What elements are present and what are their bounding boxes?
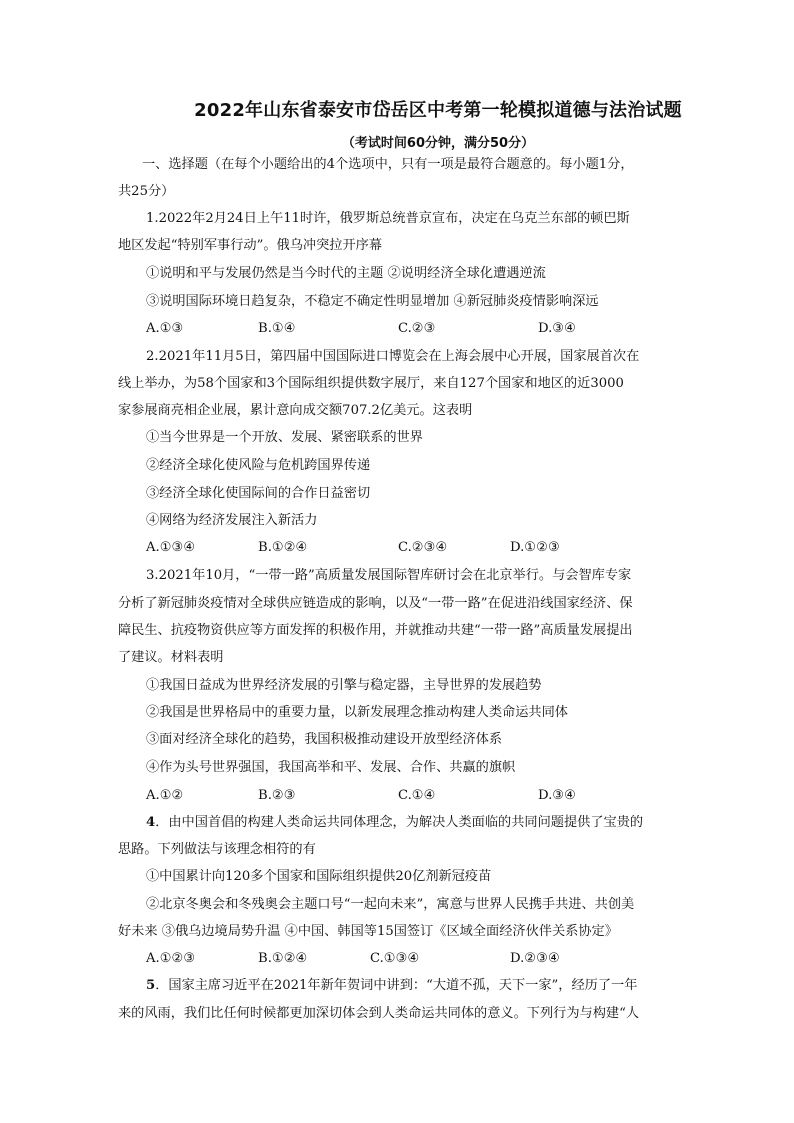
q4-option-b[interactable]: B.①②④ <box>258 951 308 966</box>
q5-number: 5 <box>146 978 156 993</box>
q1-option-c[interactable]: C.②③ <box>398 321 436 336</box>
q4-statement-3: 好未来 ③俄乌边境局势升温 ④中国、韩国等15国签订《区域全面经济伙伴关系协定》 <box>118 924 618 939</box>
q1-stem-line-1: 1.2022年2月24日上午11时许，俄罗斯总统普京宣布，决定在乌克兰东部的顿巴斯 <box>146 211 630 226</box>
q2-option-b[interactable]: B.①②④ <box>258 540 308 555</box>
q2-options <box>146 538 706 558</box>
q1-option-d[interactable]: D.③④ <box>538 321 576 336</box>
q3-stem-line-1: 3.2021年10月，“一带一路”高质量发展国际智库研讨会在北京举行。与会智库专家 <box>146 568 632 583</box>
q1-statement-2: ③说明国际环境日趋复杂，不稳定不确定性明显增加 ④新冠肺炎疫情影响深远 <box>146 294 599 309</box>
q2-option-c[interactable]: C.②③④ <box>398 540 448 555</box>
q1-option-a[interactable]: A.①③ <box>146 321 184 336</box>
q3-option-c[interactable]: C.①④ <box>398 788 436 803</box>
q4-option-a[interactable]: A.①②③ <box>146 951 196 966</box>
q2-statement-4: ④网络为经济发展注入新活力 <box>146 513 318 528</box>
q3-option-b[interactable]: B.②③ <box>258 788 296 803</box>
q1-statement-1: ①说明和平与发展仍然是当今时代的主题 ②说明经济全球化遭遇逆流 <box>146 266 546 281</box>
q4-statement-2: ②北京冬奥会和冬残奥会主题口号“一起向未来”，寓意与世界人民携手共进、共创美 <box>146 897 635 912</box>
q5-stem-line-1 <box>146 976 637 996</box>
q1-options <box>146 319 706 339</box>
q4-options <box>146 949 706 969</box>
q3-stem-line-3: 障民生、抗疫物资供应等方面发挥的积极作用，并就推动共建“一带一路”高质量发展提出 <box>118 623 633 638</box>
q4-option-d[interactable]: D.②③④ <box>510 951 560 966</box>
q3-stem-line-4: 了建议。材料表明 <box>118 650 224 665</box>
q1-stem-line-2: 地区发起“特别军事行动”。俄乌冲突拉开序幕 <box>118 238 383 253</box>
q2-option-a[interactable]: A.①③④ <box>146 540 196 555</box>
q2-statement-2: ②经济全球化使风险与危机跨国界传递 <box>146 458 371 473</box>
q1-option-b[interactable]: B.①④ <box>258 321 296 336</box>
q3-statement-1: ①我国日益成为世界经济发展的引擎与稳定器，主导世界的发展趋势 <box>146 678 542 693</box>
q3-option-a[interactable]: A.①② <box>146 788 184 803</box>
q4-stem-line-2: 思路。下列做法与该理念相符的有 <box>118 842 316 857</box>
q2-statement-3: ③经济全球化使国际间的合作日益密切 <box>146 486 371 501</box>
section-instruction-line-2: 共25分） <box>118 184 175 199</box>
page-subtitle: （考试时间60分钟，满分50分） <box>341 136 535 151</box>
page-title: 2022年山东省泰安市岱岳区中考第一轮模拟道德与法治试题 <box>194 100 682 121</box>
section-instruction-line-1: 一、选择题（在每个小题给出的4个选项中，只有一项是最符合题意的。每小题1分， <box>142 157 634 172</box>
q3-statement-4: ④作为头号世界强国，我国高举和平、发展、合作、共赢的旗帜 <box>146 760 516 775</box>
q2-stem-line-1: 2.2021年11月5日，第四届中国国际进口博览会在上海会展中心开展，国家展首次在 <box>146 349 640 364</box>
q4-stem-text: ．由中国首倡的构建人类命运共同体理念，为解决人类面临的共同问题提供了宝贵的 <box>155 815 644 830</box>
q3-stem-line-2: 分析了新冠肺炎疫情对全球供应链造成的影响，以及“一带一路”在促进沿线国家经济、保 <box>118 596 633 611</box>
q4-statement-1: ①中国累计向120多个国家和国际组织提供20亿剂新冠疫苗 <box>146 869 492 884</box>
q5-stem-text: ．国家主席习近平在2021年新年贺词中讲到：“大道不孤，天下一家”，经历了一年 <box>155 978 638 993</box>
q2-statement-1: ①当今世界是一个开放、发展、紧密联系的世界 <box>146 430 423 445</box>
q3-options <box>146 786 706 806</box>
q3-statement-3: ③面对经济全球化的趋势，我国积极推动建设开放型经济体系 <box>146 732 503 747</box>
q5-stem-line-2: 来的风雨，我们比任何时候都更加深切体会到人类命运共同体的意义。下列行为与构建“人 <box>118 1006 640 1021</box>
q3-statement-2: ②我国是世界格局中的重要力量，以新发展理念推动构建人类命运共同体 <box>146 705 568 720</box>
q4-number: 4 <box>146 815 156 830</box>
q4-stem-line-1 <box>146 813 643 833</box>
q2-option-d[interactable]: D.①②③ <box>510 540 560 555</box>
q2-stem-line-2: 线上举办，为58个国家和3个国际组织提供数字展厅，来自127个国家和地区的近3000 <box>118 376 624 391</box>
q2-stem-line-3: 家参展商亮相企业展，累计意向成交额707.2亿美元。这表明 <box>118 403 473 418</box>
q3-option-d[interactable]: D.③④ <box>538 788 576 803</box>
q4-option-c[interactable]: C.①③④ <box>370 951 420 966</box>
